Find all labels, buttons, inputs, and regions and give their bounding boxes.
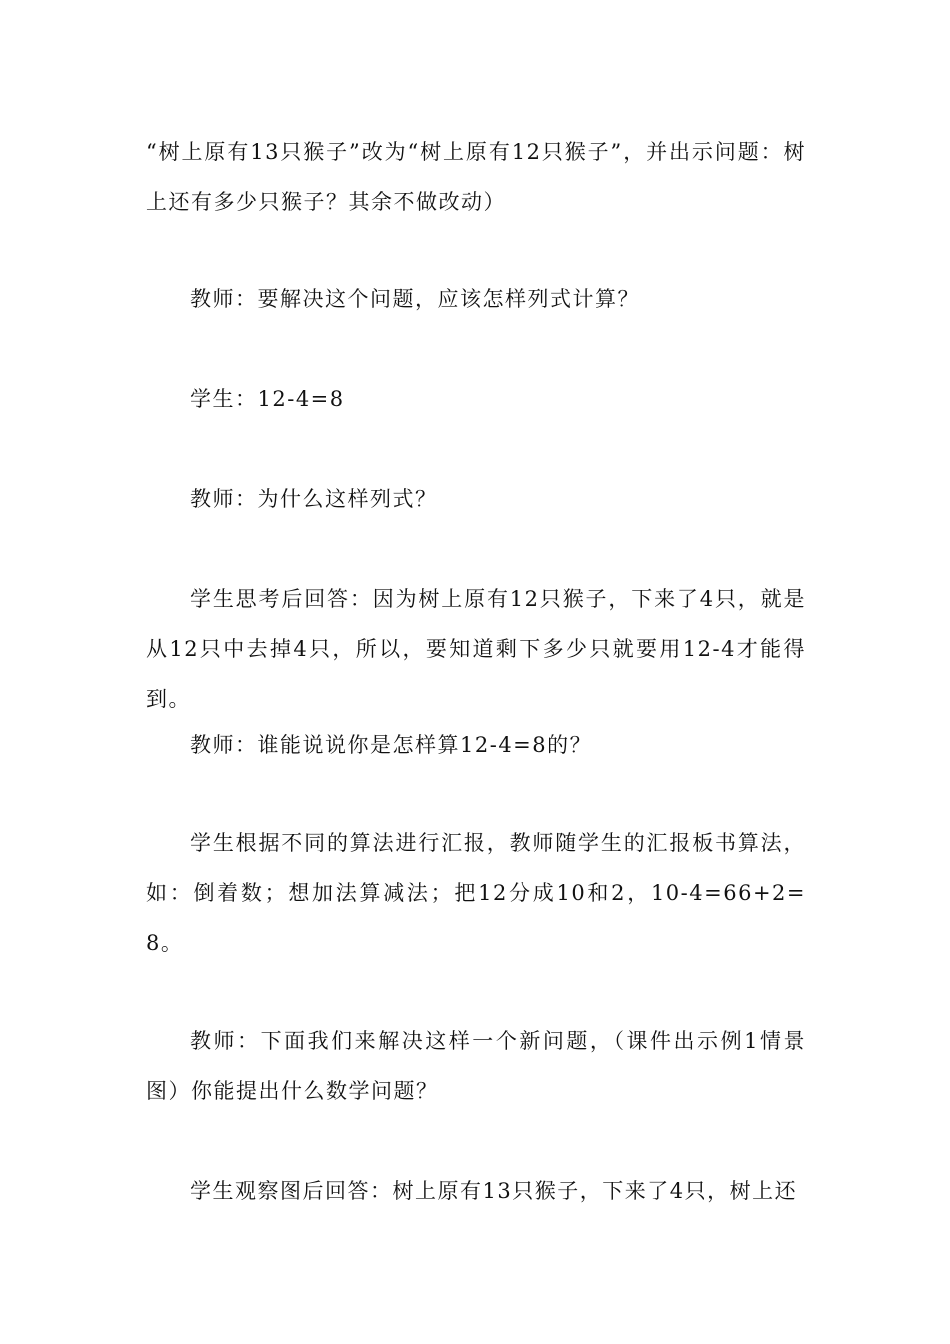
paragraph-5: 学生思考后回答：因为树上原有12只猴子，下来了4只，就是从12只中去掉4只，所以，要知道剩下多少只就要用12-4才能得到。 [146, 587, 806, 711]
paragraph-4: 教师：为什么这样列式？ [190, 487, 438, 511]
paragraph-2: 教师：要解决这个问题，应该怎样列式计算？ [190, 287, 640, 311]
paragraph-8: 教师：下面我们来解决这样一个新问题，（课件出示例1情景图）你能提出什么数学问题？ [146, 1029, 806, 1103]
paragraph-3: 学生：12-4=8 [190, 387, 345, 411]
paragraph-9: 学生观察图后回答：树上原有13只猴子，下来了4只，树上还 [190, 1179, 798, 1203]
paragraph-1: “树上原有13只猴子”改为“树上原有12只猴子”，并出示问题：树上还有多少只猴子？其余不做改动） [146, 140, 806, 214]
paragraph-6: 教师：谁能说说你是怎样算12-4=8的？ [190, 733, 593, 757]
paragraph-7: 学生根据不同的算法进行汇报，教师随学生的汇报板书算法，如：倒着数；想加法算减法；把12分成10和2，10-4=66+2=8。 [146, 831, 806, 955]
